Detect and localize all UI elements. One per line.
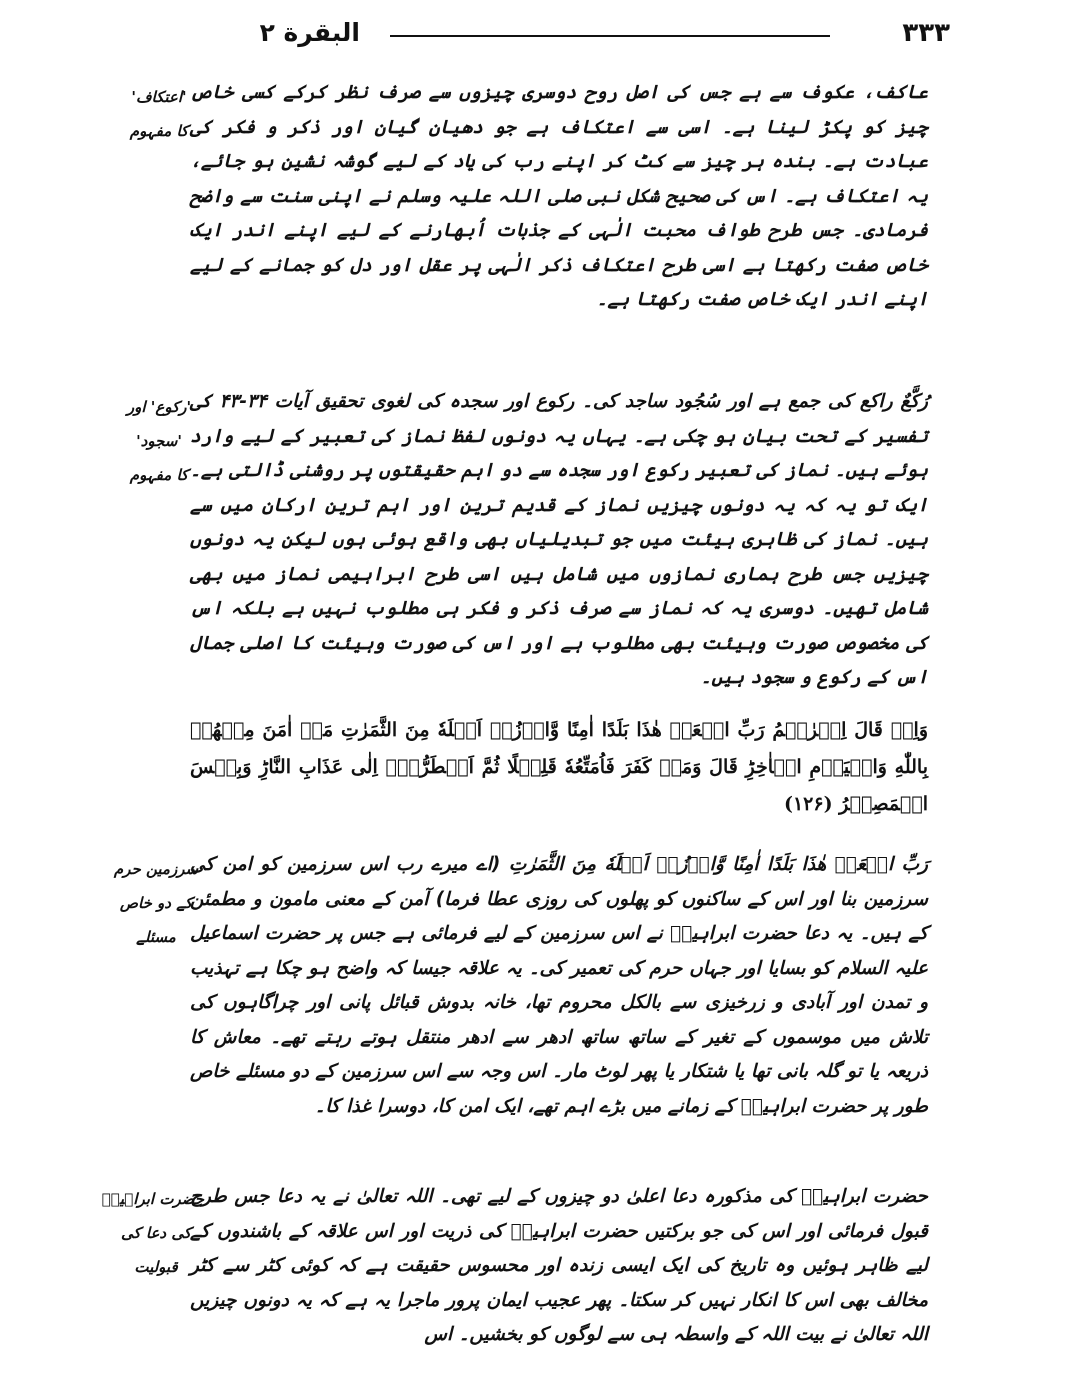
- margin-note-haram: [110, 852, 202, 954]
- paragraph-haram: [190, 848, 928, 1124]
- margin-note-line: مسئلے: [136, 928, 176, 946]
- margin-note-line: کا مفہوم: [129, 466, 189, 484]
- paragraph-text: عاکف، عکوف سے ہے جس کی اصل روح دوسری چیزوں سے صرف نظر کرکے کسی خاص چیز کو پکڑ لینا ہے۔ اسی سے اعتکاف ہے جو دھیان گیان اور ذکر و فکر کی عبادت ہے۔ بندہ ہر چیز سے کٹ کر اپنے رب کی یاد کے لیے گوشہ نشین ہو جائے، یہ اعتکاف ہے۔ اس کی صحیح شکل نبی صلی اللہ علیہ وسلم نے اپنی سنت سے واضح فرمادی۔ جس طرح طواف محبت الٰہی کے جذبات اُبھارنے کے لیے اپنے اندر ایک خاص صفت رکھتا ہے اسی طرح اعتکاف ذکر الٰہی پر عقل اور دل کو جمانے کے لیے اپنے اندر ایک خاص صفت رکھتا ہے۔: [190, 82, 928, 310]
- margin-note-line: 'سجود': [136, 432, 182, 450]
- paragraph-text: رُکَّعٌ راکع کی جمع ہے اور سُجُود ساجد کی۔ رکوع اور سجدہ کی لغوی تحقیق آیات ۳۴-۴۳ کی تفسیر کے تحت بیان ہو چکی ہے۔ یہاں یہ دونوں لفظ نماز کی تعبیر کے لیے وارد ہوئے ہیں۔ نماز کی تعبیر رکوع اور سجدہ سے دو اہم حقیقتوں پر روشنی ڈالتی ہے۔ ایک تو یہ کہ یہ دونوں چیزیں نماز کے قدیم ترین اور اہم ترین ارکان میں سے ہیں۔ نماز کی ظاہری ہیئت میں جو تبدیلیاں بھی واقع ہوئی ہوں لیکن یہ دونوں چیزیں جس طرح ہماری نمازوں میں شامل ہیں اسی طرح ابراہیمی نماز میں بھی شامل تھیں۔ دوسری یہ کہ نماز سے صرف ذکر و فکر ہی مطلوب نہیں ہے بلکہ اس کی مخصوص صورت وہیئت بھی مطلوب ہے اور اس کی صورت وہیئت کا اصلی جمال اس کے رکوع و سجود ہیں۔: [190, 391, 928, 688]
- page-number: ۳۳۳: [902, 18, 950, 48]
- paragraph-ruku-sujud: [190, 385, 928, 696]
- margin-note-line: حضرت ابراہیمؑ: [101, 1190, 204, 1208]
- margin-note-line: 'رکوع' اور: [126, 398, 192, 416]
- header-rule: [390, 35, 830, 37]
- margin-note-qabuliyat: [101, 1182, 204, 1284]
- paragraph-qabuliyat: [190, 1180, 928, 1353]
- paragraph-itikaf: [190, 76, 928, 318]
- margin-note-line: قبولیت: [134, 1258, 178, 1276]
- running-title: البقرة ۲: [259, 18, 360, 47]
- margin-note-ruku-sujud: [118, 390, 200, 492]
- margin-note-line: 'اعتکاف': [131, 88, 187, 106]
- verse-text: وَاِذۡ قَالَ اِبۡرٰهٖمُ رَبِّ اجۡعَلۡ هٰذَا بَلَدًا اٰمِنًا وَّارۡزُقۡ اَهۡلَهٗ مِنَ الثَّمَرٰتِ مَنۡ اٰمَنَ مِنۡهُمۡ بِاللّٰهِ وَالۡيَوۡمِ الۡاٰخِرِ‌ؕ قَالَ وَمَنۡ كَفَرَ فَاُمَتِّعُهٗ قَلِيۡلًا ثُمَّ اَضۡطَرُّهٗۤ اِلٰى عَذَابِ النَّارِ‌ؕ وَبِئۡسَ الۡمَصِيۡرُ (۱۲۶): [190, 719, 928, 815]
- margin-note-line: کی دعا کی: [121, 1224, 191, 1242]
- quran-verse: [190, 712, 928, 823]
- paragraph-text: حضرت ابراہیمؑ کی مذکورہ دعا اعلیٰ دو چیزوں کے لیے تھی۔ اللہ تعالیٰ نے یہ دعا جس طرح قبول فرمائی اور اس کی جو برکتیں حضرت ابراہیمؑ کی ذریت اور اس علاقہ کے باشندوں کے لیے ظاہر ہوئیں وہ تاریخ کی ایک ایسی زندہ اور محسوس حقیقت ہے کہ کوئی کٹر سے کٹر مخالف بھی اس کا انکار نہیں کر سکتا۔ پھر عجیب ایمان پرور ماجرا یہ ہے کہ یہ دونوں چیزیں اللہ تعالیٰ نے بیت اللہ کے واسطہ ہی سے لوگوں کو بخشیں۔ اس: [190, 1186, 928, 1345]
- page-header: [180, 18, 950, 58]
- margin-note-line: کے دو خاص: [119, 894, 193, 912]
- margin-note-line: کا مفہوم: [129, 122, 189, 140]
- margin-note-itikaf: [118, 80, 200, 148]
- paragraph-text: رَبِّ اجۡعَلۡ هٰذَا بَلَدًا اٰمِنًا وَّارۡزُقۡ اَهۡلَهٗ مِنَ الثَّمَرٰتِ (اے میرے رب اس سرزمین کو امن کی سرزمین بنا اور اس کے ساکنوں کو پھلوں کی روزی عطا فرما) آمن کے معنی مامون و مطمئن کے ہیں۔ یہ دعا حضرت ابراہیمؑ نے اس سرزمین کے لیے فرمائی ہے جس پر حضرت اسماعیل علیہ السلام کو بسایا اور جہاں حرم کی تعمیر کی۔ یہ علاقہ جیسا کہ واضح ہو چکا ہے تہذیب و تمدن اور آبادی و زرخیزی سے بالکل محروم تھا، خانہ بدوش قبائل پانی اور چراگاہوں کی تلاش میں موسموں کے تغیر کے ساتھ ساتھ ادھر سے ادھر منتقل ہوتے رہتے تھے۔ معاش کا ذریعہ یا تو گلہ بانی تھا یا شتکار یا پھر لوٹ مار۔ اس وجہ سے اس سرزمین کے دو مسئلے خاص طور پر حضرت ابراہیمؑ کے زمانے میں بڑے اہم تھے، ایک امن کا، دوسرا غذا کا۔: [190, 854, 928, 1117]
- margin-note-line: سرزمین حرم: [113, 860, 199, 878]
